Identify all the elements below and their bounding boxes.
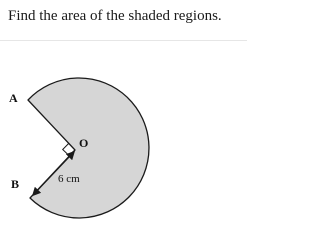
shaded-sector: [28, 78, 149, 218]
radius-dimension-label: 6 cm: [58, 173, 80, 185]
question-text: Find the area of the shaded regions.: [8, 8, 222, 24]
label-center-o: O: [79, 136, 89, 150]
label-b: B: [11, 177, 20, 191]
label-a: A: [9, 91, 18, 105]
